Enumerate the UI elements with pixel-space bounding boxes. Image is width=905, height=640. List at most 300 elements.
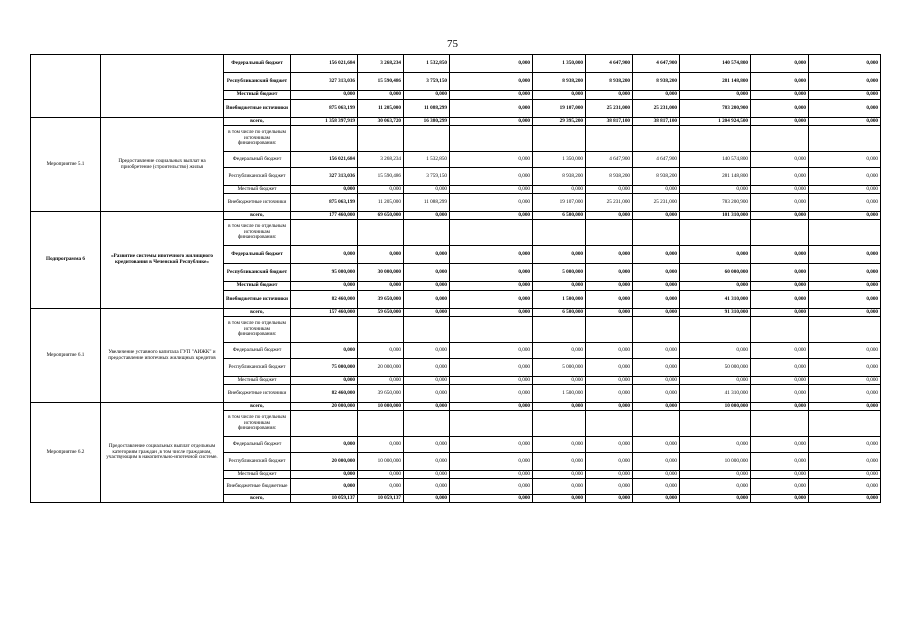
- amount-cell: 16 380,299: [404, 118, 450, 126]
- amount-cell: 0,000: [291, 343, 358, 359]
- amount-cell: 0,000: [633, 186, 680, 194]
- amount-cell: 0,000: [751, 377, 809, 385]
- amount-cell: 0,000: [358, 91, 404, 100]
- amount-cell: 0,000: [586, 403, 633, 411]
- amount-cell: 0,000: [809, 91, 881, 100]
- amount-cell: [404, 126, 450, 152]
- amount-cell: 25 231,000: [633, 194, 680, 212]
- amount-cell: 0,000: [809, 118, 881, 126]
- amount-cell: 0,000: [450, 73, 533, 91]
- amount-cell: 0,000: [809, 471, 881, 479]
- funding-source-cell: Республиканский бюджет: [224, 264, 291, 282]
- funding-source-cell: всего,: [224, 309, 291, 317]
- funding-source-cell: Внебюджетные источники: [224, 100, 291, 118]
- amount-cell: 0,000: [291, 479, 358, 495]
- amount-cell: 29 395,200: [533, 118, 586, 126]
- funding-source-cell: Местный бюджет: [224, 91, 291, 100]
- amount-cell: 3 759,150: [404, 73, 450, 91]
- amount-cell: 0,000: [404, 246, 450, 264]
- funding-source-cell: Внебюджетные источники: [224, 194, 291, 212]
- amount-cell: [809, 126, 881, 152]
- amount-cell: 0,000: [586, 343, 633, 359]
- row-code-cell: Мероприятие 5.1: [31, 118, 101, 212]
- funding-source-cell: всего,: [224, 495, 291, 503]
- funding-source-cell: Республиканский бюджет: [224, 359, 291, 377]
- amount-cell: 11 088,299: [404, 194, 450, 212]
- amount-cell: 0,000: [809, 479, 881, 495]
- funding-source-cell: всего,: [224, 212, 291, 220]
- amount-cell: 0,000: [751, 291, 809, 309]
- amount-cell: [404, 317, 450, 343]
- amount-cell: [751, 317, 809, 343]
- amount-cell: 0,000: [633, 91, 680, 100]
- funding-source-cell: всего,: [224, 118, 291, 126]
- amount-cell: [404, 411, 450, 437]
- amount-cell: 0,000: [404, 91, 450, 100]
- amount-cell: 156 021,684: [291, 55, 358, 73]
- amount-cell: 0,000: [809, 152, 881, 168]
- amount-cell: 177 460,000: [291, 212, 358, 220]
- amount-cell: 59 650,000: [358, 309, 404, 317]
- amount-cell: 0,000: [809, 453, 881, 471]
- amount-cell: 20 000,000: [291, 453, 358, 471]
- amount-cell: 0,000: [633, 377, 680, 385]
- amount-cell: 0,000: [809, 437, 881, 453]
- amount-cell: 0,000: [751, 309, 809, 317]
- amount-cell: [358, 126, 404, 152]
- row-code-cell: Подпрограмма 6: [31, 212, 101, 309]
- amount-cell: 0,000: [586, 437, 633, 453]
- amount-cell: 0,000: [450, 118, 533, 126]
- amount-cell: 0,000: [586, 282, 633, 291]
- amount-cell: 0,000: [450, 385, 533, 403]
- amount-cell: 30 063,720: [358, 118, 404, 126]
- amount-cell: 60 000,000: [680, 264, 751, 282]
- amount-cell: 25 231,000: [633, 100, 680, 118]
- amount-cell: 82 460,000: [291, 385, 358, 403]
- amount-cell: 0,000: [633, 385, 680, 403]
- amount-cell: 10 059,137: [358, 495, 404, 503]
- amount-cell: 0,000: [450, 212, 533, 220]
- amount-cell: 38 817,100: [633, 118, 680, 126]
- amount-cell: 0,000: [633, 212, 680, 220]
- amount-cell: 0,000: [450, 309, 533, 317]
- amount-cell: [809, 220, 881, 246]
- amount-cell: 0,000: [291, 282, 358, 291]
- amount-cell: [450, 411, 533, 437]
- amount-cell: 327 313,036: [291, 73, 358, 91]
- amount-cell: 15 590,486: [358, 168, 404, 186]
- amount-cell: 0,000: [809, 343, 881, 359]
- amount-cell: 8 938,200: [586, 73, 633, 91]
- amount-cell: 0,000: [450, 291, 533, 309]
- amount-cell: 11 205,000: [358, 100, 404, 118]
- amount-cell: 3 759,150: [404, 168, 450, 186]
- amount-cell: 0,000: [450, 343, 533, 359]
- amount-cell: 0,000: [291, 91, 358, 100]
- amount-cell: 8 938,200: [586, 168, 633, 186]
- amount-cell: 157 460,000: [291, 309, 358, 317]
- amount-cell: 0,000: [450, 100, 533, 118]
- amount-cell: 0,000: [586, 495, 633, 503]
- amount-cell: 0,000: [450, 479, 533, 495]
- amount-cell: 0,000: [291, 186, 358, 194]
- amount-cell: 0,000: [809, 282, 881, 291]
- amount-cell: 0,000: [809, 212, 881, 220]
- amount-cell: 8 938,200: [533, 73, 586, 91]
- amount-cell: 0,000: [809, 385, 881, 403]
- amount-cell: 0,000: [751, 212, 809, 220]
- amount-cell: [586, 220, 633, 246]
- amount-cell: 0,000: [751, 403, 809, 411]
- amount-cell: 0,000: [751, 453, 809, 471]
- amount-cell: 1 358 397,919: [291, 118, 358, 126]
- amount-cell: 0,000: [450, 264, 533, 282]
- amount-cell: 0,000: [751, 479, 809, 495]
- amount-cell: 0,000: [291, 437, 358, 453]
- amount-cell: 0,000: [404, 343, 450, 359]
- amount-cell: 0,000: [404, 495, 450, 503]
- table-row: [31, 118, 881, 126]
- amount-cell: 0,000: [533, 495, 586, 503]
- amount-cell: 69 650,000: [358, 212, 404, 220]
- amount-cell: 0,000: [586, 246, 633, 264]
- row-code-cell: Мероприятие 6.2: [31, 403, 101, 503]
- amount-cell: 0,000: [633, 359, 680, 377]
- amount-cell: [533, 126, 586, 152]
- amount-cell: [680, 220, 751, 246]
- amount-cell: [533, 220, 586, 246]
- amount-cell: 41 310,000: [680, 385, 751, 403]
- amount-cell: 0,000: [533, 453, 586, 471]
- amount-cell: 91 310,000: [680, 309, 751, 317]
- amount-cell: [809, 411, 881, 437]
- amount-cell: [358, 411, 404, 437]
- funding-source-cell: в том числе по отдельным источникам финансирования:: [224, 317, 291, 343]
- amount-cell: [680, 411, 751, 437]
- amount-cell: 0,000: [633, 471, 680, 479]
- amount-cell: 0,000: [633, 437, 680, 453]
- amount-cell: 0,000: [751, 152, 809, 168]
- funding-source-cell: в том числе по отдельным источникам финансирования:: [224, 220, 291, 246]
- amount-cell: 0,000: [751, 471, 809, 479]
- amount-cell: 6 500,000: [533, 212, 586, 220]
- amount-cell: 0,000: [751, 264, 809, 282]
- amount-cell: 10 000,000: [680, 403, 751, 411]
- amount-cell: 0,000: [751, 186, 809, 194]
- amount-cell: 41 310,000: [680, 291, 751, 309]
- amount-cell: 0,000: [450, 168, 533, 186]
- amount-cell: 0,000: [586, 359, 633, 377]
- amount-cell: 0,000: [404, 403, 450, 411]
- amount-cell: 0,000: [450, 471, 533, 479]
- amount-cell: 0,000: [751, 100, 809, 118]
- funding-source-cell: Федеральный бюджет: [224, 343, 291, 359]
- amount-cell: 0,000: [809, 73, 881, 91]
- amount-cell: 38 817,100: [586, 118, 633, 126]
- amount-cell: [633, 126, 680, 152]
- amount-cell: 0,000: [358, 479, 404, 495]
- amount-cell: 0,000: [680, 246, 751, 264]
- amount-cell: [586, 126, 633, 152]
- amount-cell: 0,000: [586, 91, 633, 100]
- amount-cell: 25 231,000: [586, 194, 633, 212]
- amount-cell: 0,000: [633, 282, 680, 291]
- amount-cell: 30 000,000: [358, 264, 404, 282]
- amount-cell: 0,000: [533, 377, 586, 385]
- amount-cell: [751, 220, 809, 246]
- amount-cell: 4 647,900: [586, 152, 633, 168]
- amount-cell: [633, 220, 680, 246]
- amount-cell: 50 000,000: [680, 359, 751, 377]
- amount-cell: 82 460,000: [291, 291, 358, 309]
- amount-cell: 0,000: [404, 385, 450, 403]
- row-name-cell: Предоставление социальных выплат отдельным категориям граждан ,в том числе гражданам, участвующим в накопительно-ипотечной системе.: [101, 403, 224, 503]
- amount-cell: 0,000: [450, 403, 533, 411]
- amount-cell: 0,000: [291, 246, 358, 264]
- amount-cell: 0,000: [358, 377, 404, 385]
- row-code-cell: Мероприятие 6.1: [31, 309, 101, 403]
- amount-cell: 0,000: [809, 403, 881, 411]
- amount-cell: 8 938,200: [633, 73, 680, 91]
- funding-source-cell: Республиканский бюджет: [224, 453, 291, 471]
- funding-source-cell: Республиканский бюджет: [224, 73, 291, 91]
- amount-cell: 0,000: [751, 495, 809, 503]
- amount-cell: 5 000,000: [533, 264, 586, 282]
- amount-cell: 0,000: [586, 264, 633, 282]
- amount-cell: 4 647,900: [633, 55, 680, 73]
- amount-cell: 0,000: [809, 309, 881, 317]
- amount-cell: 0,000: [404, 282, 450, 291]
- amount-cell: 0,000: [633, 291, 680, 309]
- row-name-cell: «Развитие системы ипотечного жилищного кредитования в Чеченской Республике»: [101, 212, 224, 309]
- amount-cell: [450, 126, 533, 152]
- amount-cell: 0,000: [586, 453, 633, 471]
- amount-cell: 11 088,299: [404, 100, 450, 118]
- funding-source-cell: Местный бюджет: [224, 282, 291, 291]
- amount-cell: 875 063,199: [291, 194, 358, 212]
- amount-cell: 1 500,000: [533, 291, 586, 309]
- amount-cell: 0,000: [680, 377, 751, 385]
- amount-cell: 1 532,850: [404, 152, 450, 168]
- funding-source-cell: Местный бюджет: [224, 471, 291, 479]
- funding-source-cell: Республиканский бюджет: [224, 168, 291, 186]
- amount-cell: 10 000,000: [358, 453, 404, 471]
- amount-cell: 0,000: [809, 495, 881, 503]
- amount-cell: 0,000: [533, 91, 586, 100]
- funding-source-cell: Федеральный бюджет: [224, 152, 291, 168]
- amount-cell: 0,000: [680, 471, 751, 479]
- row-name-cell: [101, 55, 224, 118]
- amount-cell: [809, 317, 881, 343]
- amount-cell: [633, 317, 680, 343]
- amount-cell: 0,000: [358, 246, 404, 264]
- amount-cell: 0,000: [450, 359, 533, 377]
- amount-cell: 20 000,000: [358, 359, 404, 377]
- amount-cell: 95 000,000: [291, 264, 358, 282]
- amount-cell: [291, 411, 358, 437]
- amount-cell: 0,000: [450, 194, 533, 212]
- amount-cell: 0,000: [809, 55, 881, 73]
- amount-cell: 39 650,000: [358, 291, 404, 309]
- amount-cell: 0,000: [533, 471, 586, 479]
- amount-cell: 20 000,000: [291, 403, 358, 411]
- amount-cell: [358, 220, 404, 246]
- table-row: [31, 403, 881, 411]
- amount-cell: 0,000: [404, 212, 450, 220]
- amount-cell: 0,000: [450, 437, 533, 453]
- amount-cell: 0,000: [450, 246, 533, 264]
- amount-cell: [533, 317, 586, 343]
- amount-cell: 0,000: [450, 377, 533, 385]
- amount-cell: 0,000: [450, 282, 533, 291]
- amount-cell: 1 532,850: [404, 55, 450, 73]
- amount-cell: [680, 317, 751, 343]
- amount-cell: 0,000: [809, 291, 881, 309]
- amount-cell: 1 350,000: [533, 55, 586, 73]
- amount-cell: 0,000: [404, 359, 450, 377]
- funding-source-cell: Внебюджетные источники: [224, 291, 291, 309]
- amount-cell: 0,000: [586, 309, 633, 317]
- table-row: [31, 212, 881, 220]
- amount-cell: 0,000: [358, 437, 404, 453]
- amount-cell: 0,000: [404, 479, 450, 495]
- amount-cell: 0,000: [586, 212, 633, 220]
- amount-cell: [751, 411, 809, 437]
- funding-source-cell: в том числе по отдельным источникам финансирования:: [224, 126, 291, 152]
- amount-cell: 11 205,000: [358, 194, 404, 212]
- amount-cell: 0,000: [633, 309, 680, 317]
- amount-cell: 156 021,684: [291, 152, 358, 168]
- amount-cell: 1 204 924,500: [680, 118, 751, 126]
- amount-cell: [450, 317, 533, 343]
- funding-source-cell: Федеральный бюджет: [224, 437, 291, 453]
- amount-cell: 0,000: [450, 495, 533, 503]
- amount-cell: [404, 220, 450, 246]
- amount-cell: 0,000: [680, 91, 751, 100]
- funding-source-cell: всего,: [224, 403, 291, 411]
- amount-cell: 0,000: [809, 100, 881, 118]
- amount-cell: 0,000: [751, 385, 809, 403]
- amount-cell: 140 574,800: [680, 152, 751, 168]
- amount-cell: 25 231,000: [586, 100, 633, 118]
- amount-cell: 0,000: [404, 377, 450, 385]
- funding-source-cell: Внебюджетные источники: [224, 385, 291, 403]
- amount-cell: 0,000: [404, 471, 450, 479]
- amount-cell: 0,000: [586, 291, 633, 309]
- amount-cell: 0,000: [533, 437, 586, 453]
- amount-cell: 0,000: [533, 282, 586, 291]
- amount-cell: 0,000: [633, 246, 680, 264]
- budget-table: [30, 54, 881, 503]
- amount-cell: 0,000: [751, 246, 809, 264]
- amount-cell: 0,000: [809, 194, 881, 212]
- amount-cell: 39 650,000: [358, 385, 404, 403]
- amount-cell: 0,000: [680, 479, 751, 495]
- amount-cell: 8 938,200: [533, 168, 586, 186]
- amount-cell: 5 000,000: [533, 359, 586, 377]
- amount-cell: 19 107,000: [533, 100, 586, 118]
- amount-cell: 0,000: [533, 479, 586, 495]
- amount-cell: 0,000: [404, 453, 450, 471]
- amount-cell: 783 200,900: [680, 100, 751, 118]
- amount-cell: 0,000: [450, 453, 533, 471]
- amount-cell: [586, 317, 633, 343]
- amount-cell: 0,000: [586, 479, 633, 495]
- amount-cell: 0,000: [450, 152, 533, 168]
- funding-source-cell: Внебюджетные бюджетные: [224, 479, 291, 495]
- amount-cell: 0,000: [586, 385, 633, 403]
- amount-cell: 0,000: [450, 186, 533, 194]
- amount-cell: 0,000: [533, 246, 586, 264]
- amount-cell: 327 313,036: [291, 168, 358, 186]
- amount-cell: 0,000: [809, 359, 881, 377]
- amount-cell: 0,000: [404, 309, 450, 317]
- amount-cell: 0,000: [358, 343, 404, 359]
- amount-cell: 10 000,000: [358, 403, 404, 411]
- amount-cell: 0,000: [809, 377, 881, 385]
- amount-cell: 0,000: [586, 471, 633, 479]
- amount-cell: 3 268,234: [358, 152, 404, 168]
- page-number: 75: [447, 38, 458, 50]
- amount-cell: 8 938,200: [633, 168, 680, 186]
- amount-cell: 0,000: [358, 186, 404, 194]
- amount-cell: 15 590,486: [358, 73, 404, 91]
- amount-cell: 6 500,000: [533, 309, 586, 317]
- amount-cell: 0,000: [358, 282, 404, 291]
- amount-cell: 0,000: [809, 246, 881, 264]
- amount-cell: 101 310,000: [680, 212, 751, 220]
- amount-cell: 875 063,199: [291, 100, 358, 118]
- amount-cell: 0,000: [404, 291, 450, 309]
- amount-cell: 0,000: [809, 186, 881, 194]
- amount-cell: 0,000: [533, 343, 586, 359]
- amount-cell: 0,000: [680, 343, 751, 359]
- amount-cell: 0,000: [680, 282, 751, 291]
- amount-cell: 19 107,000: [533, 194, 586, 212]
- amount-cell: [680, 126, 751, 152]
- funding-source-cell: Федеральный бюджет: [224, 55, 291, 73]
- amount-cell: 0,000: [586, 186, 633, 194]
- funding-source-cell: в том числе по отдельным источникам финансирования:: [224, 411, 291, 437]
- amount-cell: 0,000: [533, 186, 586, 194]
- amount-cell: 0,000: [404, 264, 450, 282]
- amount-cell: 0,000: [404, 186, 450, 194]
- funding-source-cell: Федеральный бюджет: [224, 246, 291, 264]
- amount-cell: 0,000: [751, 168, 809, 186]
- amount-cell: [751, 126, 809, 152]
- amount-cell: 4 647,900: [586, 55, 633, 73]
- amount-cell: 0,000: [450, 55, 533, 73]
- amount-cell: 140 574,800: [680, 55, 751, 73]
- table-row: [31, 55, 881, 73]
- amount-cell: [450, 220, 533, 246]
- amount-cell: 0,000: [751, 359, 809, 377]
- amount-cell: 0,000: [633, 264, 680, 282]
- amount-cell: 0,000: [633, 495, 680, 503]
- row-code-cell: [31, 55, 101, 118]
- amount-cell: 281 148,800: [680, 73, 751, 91]
- amount-cell: 1 350,000: [533, 152, 586, 168]
- amount-cell: 0,000: [533, 403, 586, 411]
- amount-cell: 783 200,900: [680, 194, 751, 212]
- amount-cell: 0,000: [751, 55, 809, 73]
- amount-cell: 0,000: [751, 91, 809, 100]
- row-name-cell: Увеличение уставного капитала ГУП "АИЖК" и предоставление ипотечных жилищных кредитов: [101, 309, 224, 403]
- amount-cell: 0,000: [633, 343, 680, 359]
- amount-cell: 0,000: [751, 118, 809, 126]
- funding-source-cell: Местный бюджет: [224, 186, 291, 194]
